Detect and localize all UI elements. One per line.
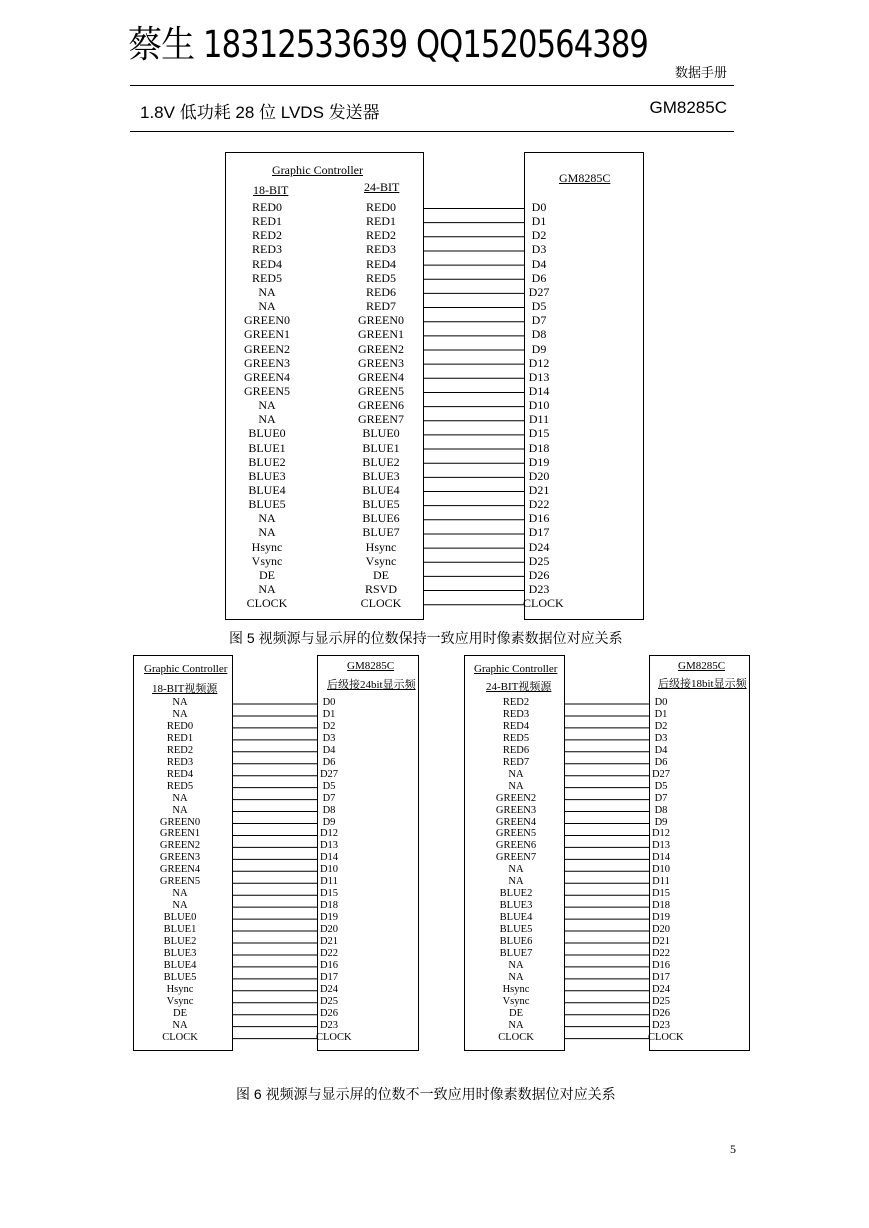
signal-24bit-source: RED6 [502, 744, 530, 756]
signal-18bit: NA [258, 398, 276, 413]
device-pin: CLOCK [523, 596, 564, 611]
device-pin: D16 [528, 511, 550, 526]
signal-24bit-source: BLUE2 [499, 888, 533, 900]
signal-18bit-source: RED3 [166, 756, 194, 768]
device-pin: D9 [322, 816, 336, 828]
signal-18bit-source: Vsync [166, 995, 194, 1007]
signal-24bit-source: NA [508, 768, 524, 780]
device-pin: D27 [651, 768, 671, 780]
device-pin: D14 [651, 852, 671, 864]
signal-18bit: Hsync [251, 539, 283, 554]
signal-18bit-source: GREEN2 [159, 840, 201, 852]
signal-24bit: RED5 [366, 270, 396, 285]
signal-18bit-source: NA [172, 708, 188, 720]
fig6-right-controller-title: Graphic Controller [474, 663, 558, 675]
device-pin: D22 [319, 947, 339, 959]
device-pin: D3 [654, 732, 668, 744]
device-pin: D11 [528, 412, 550, 427]
signal-24bit: BLUE2 [362, 454, 400, 469]
device-pin: D25 [651, 995, 671, 1007]
device-pin: D1 [322, 708, 336, 720]
device-pin: D10 [528, 398, 550, 413]
signal-18bit-source: RED5 [166, 780, 194, 792]
device-pin: D1 [531, 214, 547, 229]
device-pin: D24 [651, 983, 671, 995]
device-pin: D7 [654, 792, 668, 804]
fig6-left-controller-title: Graphic Controller [144, 663, 228, 675]
signal-24bit-source: Vsync [502, 995, 530, 1007]
signal-24bit: BLUE0 [362, 426, 400, 441]
signal-18bit: BLUE5 [248, 497, 286, 512]
signal-18bit-source: GREEN5 [159, 876, 201, 888]
signal-18bit-source: BLUE5 [163, 971, 197, 983]
signal-18bit: GREEN0 [244, 313, 290, 328]
signal-18bit: NA [258, 511, 276, 526]
signal-24bit: RED0 [366, 200, 396, 214]
signal-24bit: GREEN7 [358, 412, 404, 427]
signal-18bit-source: GREEN4 [159, 864, 201, 876]
device-pin: D10 [319, 864, 339, 876]
signal-24bit-source: BLUE7 [499, 947, 533, 959]
signal-18bit-source: NA [172, 697, 188, 708]
device-pin: D24 [319, 983, 339, 995]
signal-24bit: RED4 [366, 256, 396, 271]
device-pin: D23 [651, 1019, 671, 1031]
signal-18bit-source: BLUE4 [163, 959, 197, 971]
device-pin: D12 [651, 828, 671, 840]
signal-18bit-source: GREEN1 [159, 828, 201, 840]
document-type: 数据手册 [674, 65, 727, 80]
device-pin: D3 [322, 732, 336, 744]
signal-18bit-source: RED4 [166, 768, 194, 780]
signal-24bit-source: GREEN7 [495, 852, 537, 864]
signal-18bit-source: NA [172, 804, 188, 816]
device-pin: D22 [528, 497, 550, 512]
signal-18bit-source: CLOCK [162, 1031, 198, 1043]
signal-24bit-source: CLOCK [498, 1031, 534, 1043]
signal-24bit-source: NA [508, 864, 524, 876]
device-pin: D12 [319, 828, 339, 840]
signal-18bit: GREEN4 [244, 369, 290, 384]
device-pin: D13 [319, 840, 339, 852]
signal-24bit-source: GREEN4 [495, 816, 537, 828]
signal-24bit-source: BLUE4 [499, 912, 533, 924]
signal-24bit-source: BLUE3 [499, 900, 533, 912]
fig6-right-device-title: GM8285C [678, 660, 726, 672]
document-title: 1.8V 低功耗 28 位 LVDS 发送器 [140, 103, 380, 122]
signal-18bit: GREEN5 [244, 383, 290, 398]
signal-18bit: NA [258, 525, 276, 540]
signal-18bit: RED1 [252, 214, 282, 229]
signal-24bit: DE [373, 567, 389, 582]
device-pin: D21 [651, 936, 671, 947]
signal-18bit-source: NA [172, 900, 188, 912]
col-18bit-header: 18-BIT [253, 183, 289, 197]
signal-24bit-source: NA [508, 959, 524, 971]
signal-18bit-source: BLUE2 [163, 936, 197, 947]
signal-18bit: RED0 [252, 200, 282, 214]
signal-24bit-source: RED3 [502, 708, 530, 720]
signal-24bit: GREEN3 [358, 355, 404, 370]
controller-title: Graphic Controller [272, 163, 363, 177]
device-pin: D0 [322, 697, 336, 708]
device-pin: D8 [322, 804, 336, 816]
signal-24bit: GREEN0 [358, 313, 404, 328]
device-pin: CLOCK [648, 1031, 684, 1043]
watermark-contact: 蔡生 18312533639 QQ1520564389 [128, 23, 648, 66]
device-pin: D13 [528, 369, 550, 384]
device-pin: D23 [528, 582, 550, 597]
signal-18bit-source: GREEN3 [159, 852, 201, 864]
signal-18bit: BLUE0 [248, 426, 286, 441]
device-pin: D25 [319, 995, 339, 1007]
device-pin: D6 [654, 756, 668, 768]
device-pin: D7 [322, 792, 336, 804]
device-pin: D5 [322, 780, 336, 792]
signal-18bit: NA [258, 412, 276, 427]
device-pin: D18 [319, 900, 339, 912]
signal-18bit-source: RED2 [166, 744, 194, 756]
device-pin: D15 [528, 426, 550, 441]
fig6-left-controller-sub: 18-BIT视频源 [152, 683, 218, 695]
signal-18bit-source: RED0 [166, 720, 194, 732]
device-pin: D9 [654, 816, 668, 828]
part-number: GM8285C [649, 98, 727, 117]
fig6-right-controller-sub: 24-BIT视频源 [486, 681, 552, 693]
device-pin: D11 [320, 876, 338, 888]
signal-24bit-source: GREEN2 [495, 792, 537, 804]
signal-24bit: RED2 [366, 228, 396, 243]
signal-18bit-source: GREEN0 [159, 816, 201, 828]
signal-24bit: GREEN5 [358, 383, 404, 398]
device-pin: D22 [651, 947, 671, 959]
signal-24bit-source: NA [508, 780, 524, 792]
device-pin: D2 [654, 720, 668, 732]
signal-18bit-source: BLUE0 [163, 912, 197, 924]
signal-24bit-source: GREEN3 [495, 804, 537, 816]
signal-18bit-source: DE [173, 1007, 187, 1019]
device-pin: D20 [528, 468, 550, 483]
signal-24bit-source: NA [508, 971, 524, 983]
fig6-right-device-sub: 后级接18bit显示频 [658, 678, 747, 690]
device-pin: D14 [319, 852, 339, 864]
device-pin: D20 [651, 924, 671, 936]
device-pin: D21 [319, 936, 339, 947]
signal-18bit: NA [258, 284, 276, 299]
signal-24bit: GREEN6 [358, 398, 404, 413]
signal-24bit: BLUE4 [362, 483, 400, 497]
signal-24bit-source: RED4 [502, 720, 530, 732]
device-pin: D8 [531, 327, 547, 342]
signal-24bit: CLOCK [360, 596, 402, 611]
device-pin: D15 [651, 888, 671, 900]
signal-24bit: RED3 [366, 242, 396, 257]
device-pin: D17 [528, 525, 550, 540]
signal-24bit-source: BLUE6 [499, 936, 533, 947]
device-pin: D13 [651, 840, 671, 852]
device-pin: D2 [322, 720, 336, 732]
signal-18bit-source: Hsync [166, 983, 194, 995]
signal-24bit: Hsync [365, 539, 397, 554]
signal-24bit-source: Hsync [502, 983, 530, 995]
device-pin: D16 [319, 959, 339, 971]
device-pin: D26 [319, 1007, 339, 1019]
signal-18bit-source: RED1 [166, 732, 194, 744]
signal-18bit-source: NA [172, 792, 188, 804]
signal-18bit: BLUE3 [248, 468, 286, 483]
page-number: 5 [730, 1142, 736, 1156]
signal-18bit-source: BLUE3 [163, 947, 197, 959]
device-pin: D17 [651, 971, 671, 983]
device-pin: D16 [651, 959, 671, 971]
device-pin: D19 [528, 454, 550, 469]
signal-24bit: BLUE7 [362, 525, 400, 540]
device-pin: D10 [651, 864, 671, 876]
signal-18bit: RED5 [252, 270, 282, 285]
fig6-left-device-title: GM8285C [347, 660, 395, 672]
device-pin: D4 [531, 256, 547, 271]
signal-18bit: BLUE2 [248, 454, 286, 469]
signal-24bit: BLUE3 [362, 468, 400, 483]
signal-18bit: GREEN2 [244, 341, 290, 356]
device-pin: D26 [528, 567, 550, 582]
col-24bit-header: 24-BIT [364, 180, 400, 194]
device-title: GM8285C [559, 171, 611, 185]
device-pin: D3 [531, 242, 547, 257]
signal-24bit-source: GREEN6 [495, 840, 537, 852]
signal-24bit: RED7 [366, 299, 396, 314]
fig6-left-device-sub: 后级接24bit显示频 [327, 679, 416, 691]
device-pin: D27 [528, 284, 550, 299]
signal-24bit-source: NA [508, 1019, 524, 1031]
device-pin: D0 [654, 697, 668, 708]
signal-18bit: Vsync [251, 553, 283, 568]
signal-18bit-source: NA [172, 1019, 188, 1031]
signal-18bit: DE [259, 567, 275, 582]
signal-24bit-source: NA [508, 876, 524, 888]
signal-24bit: BLUE1 [362, 440, 400, 455]
device-pin: D4 [322, 744, 336, 756]
signal-24bit: BLUE6 [362, 511, 400, 526]
signal-18bit: RED2 [252, 228, 282, 243]
device-pin: D5 [654, 780, 668, 792]
signal-24bit-source: BLUE5 [499, 924, 533, 936]
device-pin: D8 [654, 804, 668, 816]
signal-24bit: RSVD [364, 582, 397, 597]
signal-24bit: BLUE5 [362, 497, 400, 512]
signal-24bit-source: DE [509, 1007, 523, 1019]
device-pin: D19 [651, 912, 671, 924]
device-pin: D18 [528, 440, 550, 455]
device-pin: D25 [528, 553, 550, 568]
signal-24bit: GREEN4 [358, 369, 404, 384]
signal-18bit: RED4 [252, 256, 282, 271]
signal-24bit: GREEN1 [358, 327, 404, 342]
signal-24bit: GREEN2 [358, 341, 404, 356]
device-pin: D4 [654, 744, 668, 756]
signal-18bit: RED3 [252, 242, 282, 257]
signal-24bit: RED6 [366, 284, 396, 299]
signal-24bit-source: RED5 [502, 732, 530, 744]
signal-18bit: GREEN1 [244, 327, 290, 342]
device-pin: D23 [319, 1019, 339, 1031]
figure-5-caption: 图 5 视频源与显示屏的位数保持一致应用时像素数据位对应关系 [229, 630, 623, 646]
signal-24bit-source: GREEN5 [495, 828, 537, 840]
device-pin: D5 [531, 299, 547, 314]
device-pin: D1 [654, 708, 668, 720]
device-pin: D14 [528, 383, 550, 398]
device-pin: D24 [528, 539, 550, 554]
device-pin: D27 [319, 768, 339, 780]
device-pin: D21 [528, 483, 550, 497]
device-pin: D26 [651, 1007, 671, 1019]
device-pin: D17 [319, 971, 339, 983]
signal-24bit: RED1 [366, 214, 396, 229]
signal-18bit: NA [258, 582, 276, 597]
device-pin: D6 [531, 270, 547, 285]
signal-18bit: CLOCK [246, 596, 288, 611]
device-pin: D2 [531, 228, 547, 243]
signal-18bit: NA [258, 299, 276, 314]
figure-6-caption: 图 6 视频源与显示屏的位数不一致应用时像素数据位对应关系 [236, 1086, 616, 1102]
device-pin: D11 [652, 876, 670, 888]
device-pin: D6 [322, 756, 336, 768]
signal-18bit-source: NA [172, 888, 188, 900]
device-pin: D18 [651, 900, 671, 912]
signal-18bit: BLUE1 [248, 440, 286, 455]
signal-24bit-source: RED7 [502, 756, 530, 768]
device-pin: D9 [531, 341, 547, 356]
signal-24bit: Vsync [365, 553, 397, 568]
device-pin: D0 [531, 200, 547, 214]
device-pin: CLOCK [316, 1031, 352, 1043]
signal-18bit: BLUE4 [248, 483, 286, 497]
signal-18bit-source: BLUE1 [163, 924, 197, 936]
device-pin: D19 [319, 912, 339, 924]
signal-18bit: GREEN3 [244, 355, 290, 370]
signal-24bit-source: RED2 [502, 697, 530, 708]
device-pin: D7 [531, 313, 547, 328]
device-pin: D20 [319, 924, 339, 936]
device-pin: D12 [528, 355, 550, 370]
device-pin: D15 [319, 888, 339, 900]
